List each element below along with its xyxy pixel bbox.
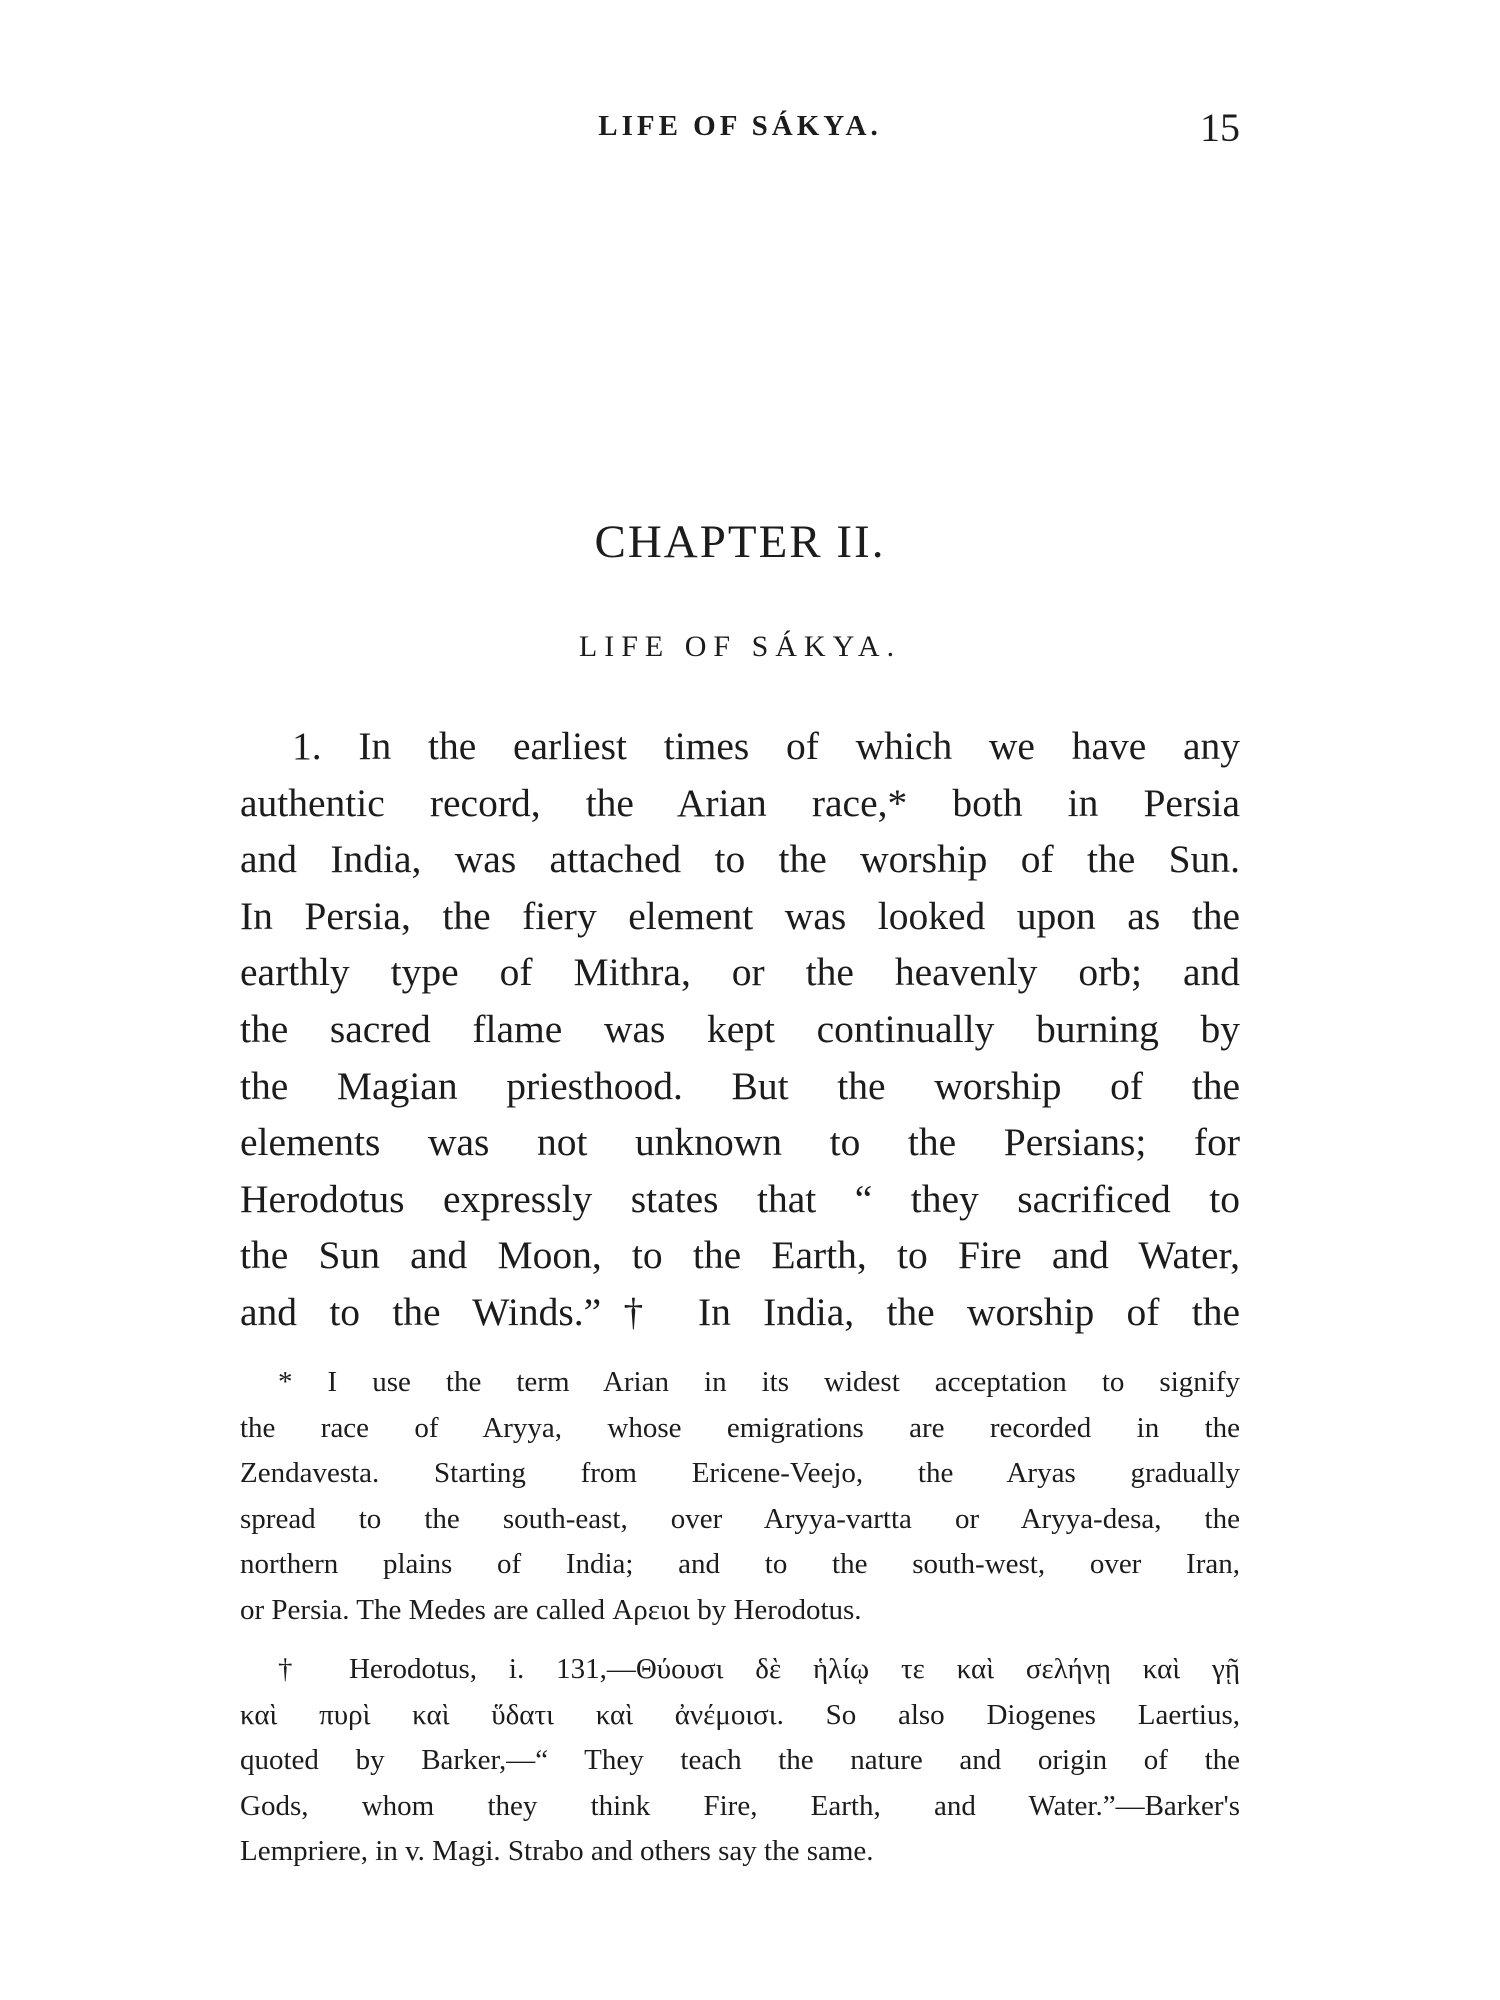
body-line: [240, 718, 1240, 775]
body-line: the Magian priesthood. But the worship of the: [240, 1063, 1240, 1108]
footnote-herodotus: [240, 1647, 1240, 1875]
footnote-line: quoted by Barker,—“ They teach the nature and origin of the: [240, 1744, 1240, 1776]
body-line: elements was not unknown to the Persians; for: [240, 1120, 1240, 1165]
footnote-arian: [240, 1360, 1240, 1633]
body-line: the sacred flame was kept continually burning by: [240, 1006, 1240, 1051]
footnote-line: spread to the south-east, over Aryya-vartta or Aryya-desa, the: [240, 1502, 1240, 1535]
footnote-line: the race of Aryya, whose emigrations are recorded in the: [240, 1411, 1240, 1444]
body-line-text: In the earliest times of which we have any: [358, 724, 1241, 768]
footnotes: [240, 1360, 1240, 1889]
body-line: Herodotus expressly states that “ they sacrificed to: [240, 1176, 1240, 1221]
paragraph-number: 1.: [292, 724, 322, 768]
body-line: and to the Winds.”† In India, the worship of the: [240, 1289, 1240, 1334]
body-line: In Persia, the fiery element was looked upon as the: [240, 893, 1240, 938]
footnote-line: καὶ πυρὶ καὶ ὕδατι καὶ ἀνέμοισι. So also Diogenes Laertius,: [240, 1698, 1240, 1731]
footnote-line: Lempriere, in v. Magi. Strabo and others say the same.: [240, 1835, 874, 1867]
body-line: and India, was attached to the worship of the Sun.: [240, 837, 1240, 882]
running-title: LIFE OF SÁKYA.: [598, 110, 882, 142]
footnote-line: * I use the term Arian in its widest acceptation to signify: [278, 1366, 1240, 1398]
body-line: authentic record, the Arian race,* both in Persia: [240, 780, 1240, 825]
footnote-line: Gods, whom they think Fire, Earth, and Water.”—Barker's: [240, 1789, 1240, 1822]
footnote-line: † Herodotus, i. 131,—Θύουσι δὲ ἡλίῳ τε καὶ σελήνῃ καὶ γῇ: [278, 1653, 1240, 1685]
page-number: 15: [1200, 105, 1240, 150]
body-line: the Sun and Moon, to the Earth, to Fire and Water,: [240, 1233, 1240, 1278]
running-head: [240, 105, 1240, 160]
footnote-line: Zendavesta. Starting from Ericene-Veejo, the Aryas gradually: [240, 1457, 1240, 1489]
footnote-line: or Persia. The Medes are called Αρειοι by Herodotus.: [240, 1593, 862, 1626]
chapter-title: CHAPTER II.: [594, 516, 886, 568]
body-line: earthly type of Mithra, or the heavenly orb; and: [240, 950, 1240, 995]
body-paragraph: [240, 718, 1240, 1341]
footnote-line: northern plains of India; and to the south-west, over Iran,: [240, 1548, 1240, 1580]
chapter-subtitle: LIFE OF SÁKYA.: [578, 630, 902, 663]
